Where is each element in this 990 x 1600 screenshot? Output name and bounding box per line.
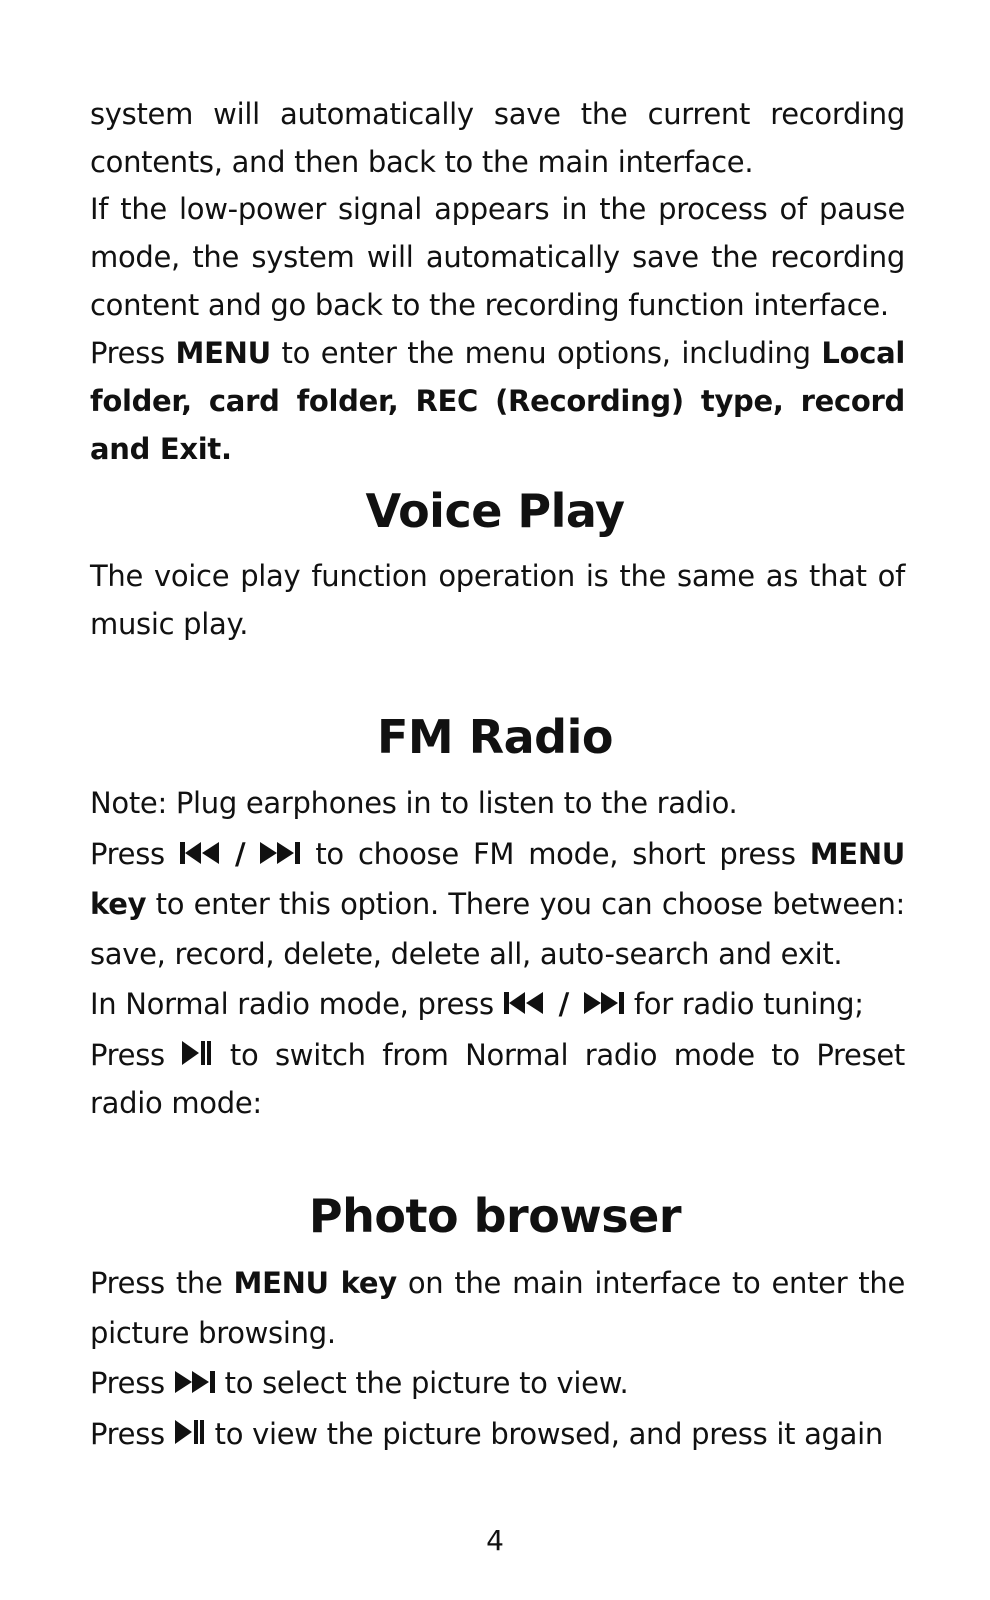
photo-text-3: to view the picture browsed, and press it again (214, 1417, 883, 1451)
recording-text-1: system will automatically save the current recording contents, and then back to the main interface. (90, 97, 905, 179)
recording-paragraph-1 (90, 90, 905, 186)
slash-separator: / (558, 987, 569, 1021)
recording-text-2: If the low-power signal appears in the process of pause mode, the system will automatically save the recording content and go back to the recording function interface. (90, 192, 905, 322)
recording-text-3: to enter the menu options, including (281, 336, 811, 370)
play-pause-icon (181, 1039, 213, 1067)
normal-mode-text: In Normal radio mode, press (90, 987, 494, 1021)
fm-note-text: Note: Plug earphones in to listen to the radio. (90, 786, 738, 820)
prev-track-icon (503, 990, 545, 1016)
fm-text-2: to choose FM mode, short press (315, 837, 796, 871)
press-text: Press (90, 336, 165, 370)
press-text: Press (90, 1038, 165, 1072)
photo-browser-paragraph-2 (90, 1359, 905, 1407)
photo-browser-paragraph-1 (90, 1258, 905, 1358)
page-number: 4 (486, 1524, 504, 1557)
voice-play-paragraph (90, 552, 905, 648)
menu-key-label: MENU (175, 336, 271, 370)
photo-browser-heading: Photo browser (308, 1189, 682, 1243)
fm-radio-heading: FM Radio (377, 710, 613, 764)
voice-play-heading: Voice Play (365, 484, 625, 538)
photo-text-1: on the main interface to enter the picture browsing. (90, 1266, 906, 1350)
press-text: Press (90, 1417, 165, 1451)
fm-radio-paragraph-2 (90, 829, 905, 979)
prev-track-icon (179, 840, 221, 866)
press-the-text: Press the (90, 1266, 223, 1300)
fm-radio-paragraph-4 (90, 1031, 905, 1127)
next-track-icon (259, 840, 301, 866)
recording-paragraph-3 (90, 329, 905, 473)
menu-key-label: MENU key (233, 1266, 397, 1300)
play-pause-icon (174, 1418, 206, 1446)
menu-key-label: MENU key (90, 837, 906, 921)
preset-mode-text: to switch from Normal radio mode to Preset radio mode: (90, 1038, 905, 1120)
next-track-icon (174, 1369, 216, 1395)
fm-radio-paragraph-3 (90, 980, 905, 1028)
press-text: Press (90, 1366, 165, 1400)
slash-separator: / (234, 837, 246, 871)
fm-radio-note (90, 779, 905, 827)
photo-browser-paragraph-3 (90, 1410, 905, 1458)
menu-options-list: Local folder, card folder, REC (Recording) type, record and Exit. (90, 336, 906, 466)
next-track-icon (583, 990, 625, 1016)
press-text: Press (90, 837, 165, 871)
recording-paragraph-2 (90, 185, 905, 329)
photo-text-2: to select the picture to view. (224, 1366, 629, 1400)
radio-tuning-text: for radio tuning; (633, 987, 864, 1021)
fm-text-3: to enter this option. There you can choose between: save, record, delete, delete all, auto-search and exit. (90, 887, 905, 971)
voice-play-text: The voice play function operation is the same as that of music play. (90, 559, 905, 641)
